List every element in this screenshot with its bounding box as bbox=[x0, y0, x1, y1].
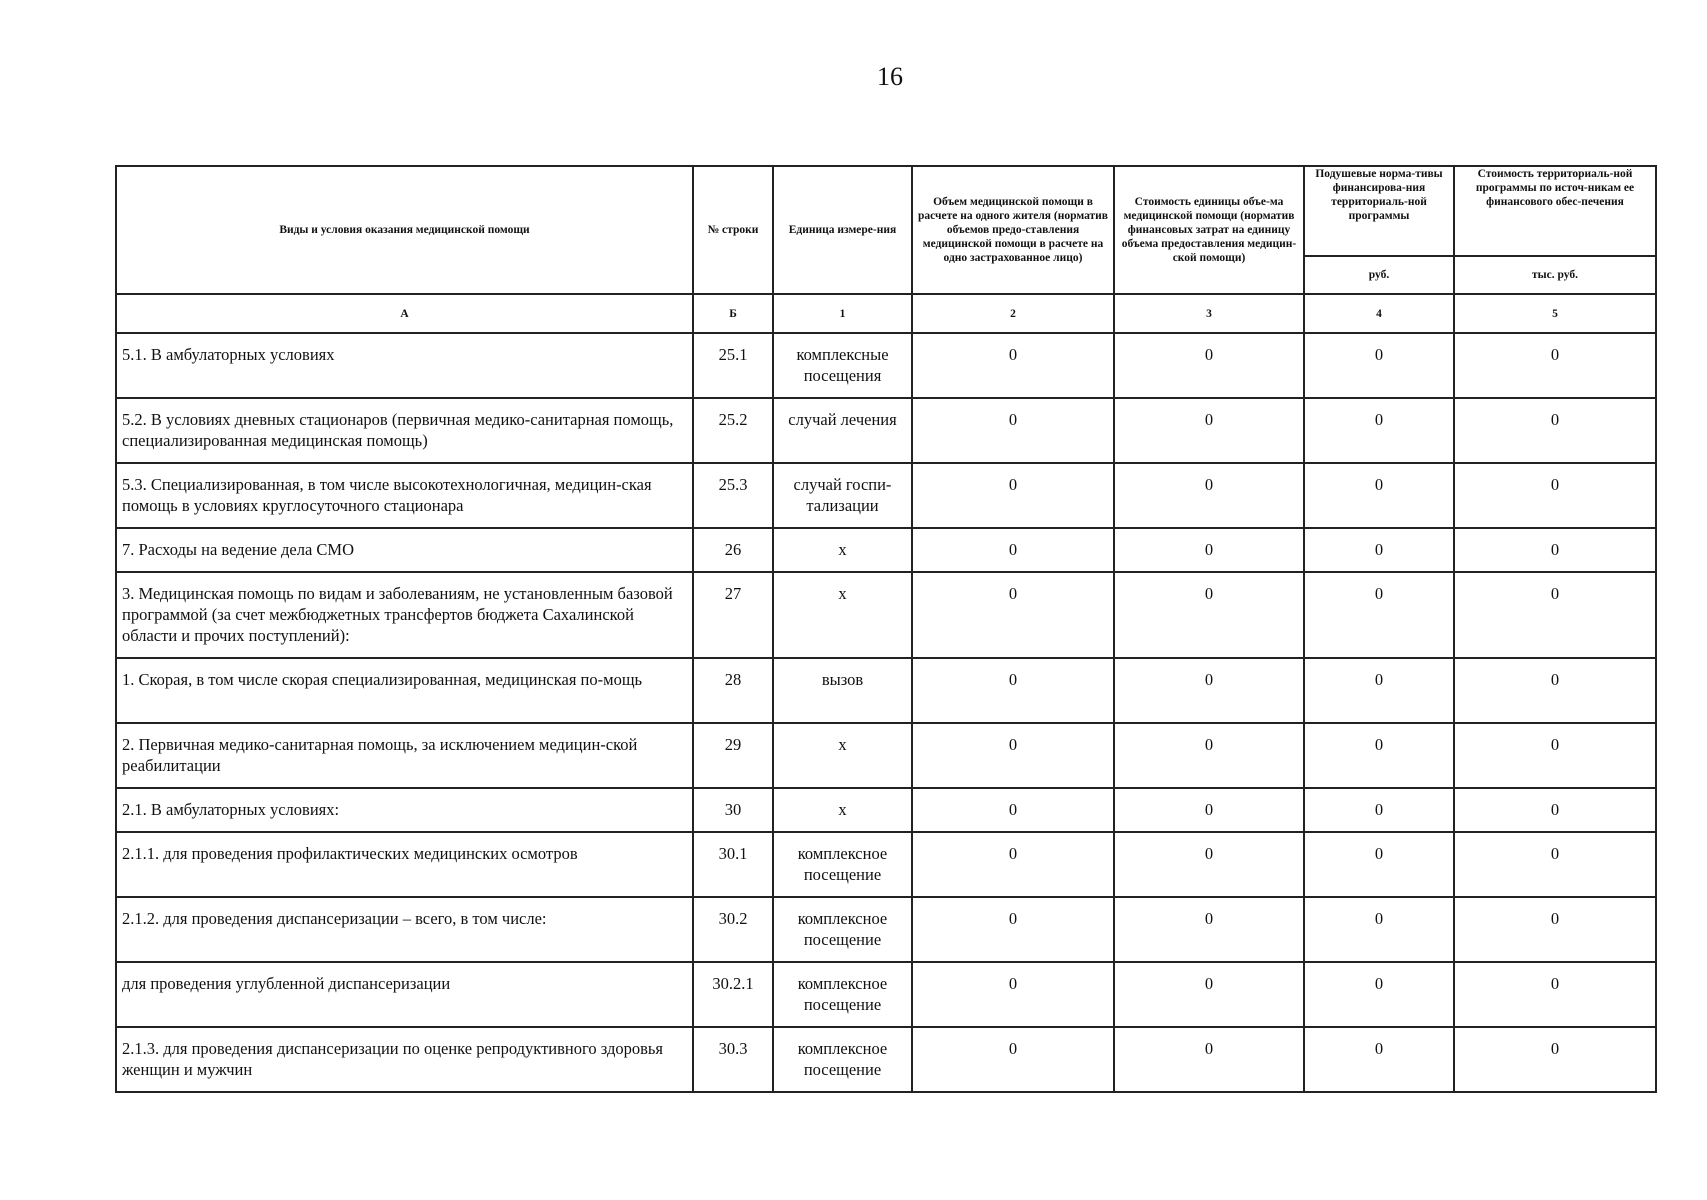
row-name: 2.1. В амбулаторных условиях: bbox=[116, 788, 693, 832]
header-row-no: № строки bbox=[693, 166, 773, 294]
row-volume: 0 bbox=[912, 572, 1114, 658]
row-per-capita: 0 bbox=[1304, 398, 1454, 463]
row-program-cost: 0 bbox=[1454, 398, 1656, 463]
row-cost: 0 bbox=[1114, 463, 1304, 528]
row-per-capita: 0 bbox=[1304, 463, 1454, 528]
row-unit: случай госпи-тализации bbox=[773, 463, 912, 528]
financing-table bbox=[115, 165, 1657, 1093]
header-program-cost-unit: тыс. руб. bbox=[1454, 256, 1656, 294]
row-unit: вызов bbox=[773, 658, 912, 723]
column-index: А bbox=[116, 294, 693, 333]
row-volume: 0 bbox=[912, 897, 1114, 962]
table-row bbox=[116, 572, 1656, 658]
row-volume: 0 bbox=[912, 528, 1114, 572]
row-unit: комплексное посещение bbox=[773, 1027, 912, 1092]
table-row bbox=[116, 1027, 1656, 1092]
table-row bbox=[116, 658, 1656, 723]
row-cost: 0 bbox=[1114, 398, 1304, 463]
row-unit: комплексные посещения bbox=[773, 333, 912, 398]
table-row bbox=[116, 463, 1656, 528]
row-program-cost: 0 bbox=[1454, 572, 1656, 658]
row-cost: 0 bbox=[1114, 528, 1304, 572]
table-row bbox=[116, 723, 1656, 788]
column-index: 3 bbox=[1114, 294, 1304, 333]
row-program-cost: 0 bbox=[1454, 528, 1656, 572]
table-row bbox=[116, 333, 1656, 398]
row-program-cost: 0 bbox=[1454, 1027, 1656, 1092]
row-cost: 0 bbox=[1114, 572, 1304, 658]
row-volume: 0 bbox=[912, 658, 1114, 723]
row-unit: х bbox=[773, 788, 912, 832]
table-row bbox=[116, 897, 1656, 962]
row-name: 1. Скорая, в том числе скорая специализированная, медицинская по-мощь bbox=[116, 658, 693, 723]
row-volume: 0 bbox=[912, 832, 1114, 897]
row-number: 30.2 bbox=[693, 897, 773, 962]
column-index-row bbox=[116, 294, 1656, 333]
row-cost: 0 bbox=[1114, 658, 1304, 723]
row-program-cost: 0 bbox=[1454, 463, 1656, 528]
row-program-cost: 0 bbox=[1454, 962, 1656, 1027]
row-per-capita: 0 bbox=[1304, 333, 1454, 398]
row-program-cost: 0 bbox=[1454, 832, 1656, 897]
column-index: 1 bbox=[773, 294, 912, 333]
row-program-cost: 0 bbox=[1454, 723, 1656, 788]
row-per-capita: 0 bbox=[1304, 832, 1454, 897]
row-number: 27 bbox=[693, 572, 773, 658]
row-name: 2.1.2. для проведения диспансеризации – всего, в том числе: bbox=[116, 897, 693, 962]
row-per-capita: 0 bbox=[1304, 658, 1454, 723]
row-unit: комплексное посещение bbox=[773, 897, 912, 962]
row-cost: 0 bbox=[1114, 788, 1304, 832]
row-per-capita: 0 bbox=[1304, 897, 1454, 962]
header-unit: Единица измере-ния bbox=[773, 166, 912, 294]
row-number: 25.3 bbox=[693, 463, 773, 528]
row-volume: 0 bbox=[912, 398, 1114, 463]
row-name: 2.1.3. для проведения диспансеризации по оценке репродуктивного здоровья женщин и мужчин bbox=[116, 1027, 693, 1092]
row-number: 25.1 bbox=[693, 333, 773, 398]
row-number: 29 bbox=[693, 723, 773, 788]
header-per-capita-unit: руб. bbox=[1304, 256, 1454, 294]
table-row bbox=[116, 398, 1656, 463]
column-index: 5 bbox=[1454, 294, 1656, 333]
table-row bbox=[116, 962, 1656, 1027]
row-name: для проведения углубленной диспансеризации bbox=[116, 962, 693, 1027]
header-volume: Объем медицинской помощи в расчете на одного жителя (норматив объемов предо-ставления медицинской помощи в расчете на одно застрахованное лицо) bbox=[912, 166, 1114, 294]
table-row bbox=[116, 528, 1656, 572]
page-number: 16 bbox=[877, 62, 903, 91]
header-name: Виды и условия оказания медицинской помощи bbox=[116, 166, 693, 294]
row-unit: случай лечения bbox=[773, 398, 912, 463]
row-per-capita: 0 bbox=[1304, 962, 1454, 1027]
row-name: 2. Первичная медико-санитарная помощь, за исключением медицин-ской реабилитации bbox=[116, 723, 693, 788]
header-per-capita: Подушевые норма-тивы финансирова-ния территориаль-ной программы bbox=[1304, 166, 1454, 256]
row-volume: 0 bbox=[912, 333, 1114, 398]
row-volume: 0 bbox=[912, 962, 1114, 1027]
row-cost: 0 bbox=[1114, 897, 1304, 962]
row-name: 2.1.1. для проведения профилактических медицинских осмотров bbox=[116, 832, 693, 897]
row-number: 25.2 bbox=[693, 398, 773, 463]
row-program-cost: 0 bbox=[1454, 658, 1656, 723]
row-cost: 0 bbox=[1114, 1027, 1304, 1092]
table-row bbox=[116, 832, 1656, 897]
row-unit: комплексное посещение bbox=[773, 962, 912, 1027]
row-number: 30.2.1 bbox=[693, 962, 773, 1027]
column-index: 4 bbox=[1304, 294, 1454, 333]
row-per-capita: 0 bbox=[1304, 788, 1454, 832]
row-name: 3. Медицинская помощь по видам и заболеваниям, не установленным базовой программой (за счет межбюджетных трансфертов бюджета Сахалинской области и прочих поступлений): bbox=[116, 572, 693, 658]
row-number: 28 bbox=[693, 658, 773, 723]
row-volume: 0 bbox=[912, 788, 1114, 832]
row-cost: 0 bbox=[1114, 333, 1304, 398]
row-per-capita: 0 bbox=[1304, 1027, 1454, 1092]
row-number: 30 bbox=[693, 788, 773, 832]
row-number: 30.1 bbox=[693, 832, 773, 897]
row-name: 5.2. В условиях дневных стационаров (первичная медико-санитарная помощь, специализированная медицинская помощь) bbox=[116, 398, 693, 463]
header-program-cost: Стоимость территориаль-ной программы по источ-никам ее финансового обес-печения bbox=[1454, 166, 1656, 256]
row-program-cost: 0 bbox=[1454, 788, 1656, 832]
row-unit: комплексное посещение bbox=[773, 832, 912, 897]
row-program-cost: 0 bbox=[1454, 897, 1656, 962]
row-volume: 0 bbox=[912, 1027, 1114, 1092]
row-per-capita: 0 bbox=[1304, 723, 1454, 788]
header-cost: Стоимость единицы объе-ма медицинской помощи (норматив финансовых затрат на единицу объема предоставления медицин-ской помощи) bbox=[1114, 166, 1304, 294]
row-unit: х bbox=[773, 723, 912, 788]
row-unit: х bbox=[773, 572, 912, 658]
column-index: Б bbox=[693, 294, 773, 333]
row-name: 5.3. Специализированная, в том числе высокотехнологичная, медицин-ская помощь в условиях круглосуточного стационара bbox=[116, 463, 693, 528]
row-per-capita: 0 bbox=[1304, 528, 1454, 572]
row-number: 26 bbox=[693, 528, 773, 572]
row-per-capita: 0 bbox=[1304, 572, 1454, 658]
row-volume: 0 bbox=[912, 463, 1114, 528]
row-number: 30.3 bbox=[693, 1027, 773, 1092]
row-volume: 0 bbox=[912, 723, 1114, 788]
table-row bbox=[116, 788, 1656, 832]
row-name: 7. Расходы на ведение дела СМО bbox=[116, 528, 693, 572]
row-cost: 0 bbox=[1114, 962, 1304, 1027]
row-program-cost: 0 bbox=[1454, 333, 1656, 398]
column-index: 2 bbox=[912, 294, 1114, 333]
row-cost: 0 bbox=[1114, 832, 1304, 897]
row-unit: х bbox=[773, 528, 912, 572]
row-cost: 0 bbox=[1114, 723, 1304, 788]
row-name: 5.1. В амбулаторных условиях bbox=[116, 333, 693, 398]
